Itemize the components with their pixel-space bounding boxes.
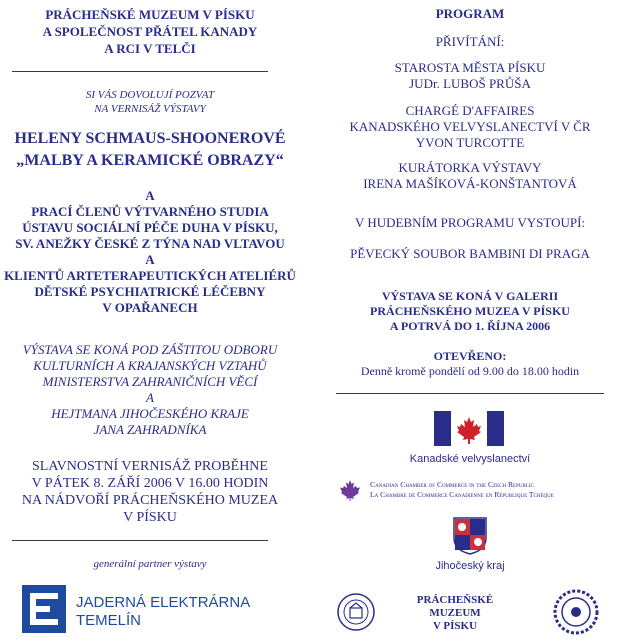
charge-line: CHARGÉ D'AFFAIRES bbox=[405, 103, 535, 118]
curator-line: KURÁTORKA VÝSTAVY bbox=[398, 160, 542, 175]
patronage-line: KULTURNÍCH A KRAJANSKÝCH VZTAHŮ bbox=[33, 358, 267, 373]
gallery-line: VÝSTAVA SE KONÁ V GALERII bbox=[381, 289, 559, 303]
gallery-line: PRÁCHEŇSKÉHO MUZEA V PÍSKU bbox=[370, 304, 570, 318]
invite-line: NA VERNISÁŽ VÝSTAVY bbox=[94, 103, 206, 115]
organizer-line: PRÁCHEŇSKÉ MUZEUM V PÍSKU bbox=[45, 7, 255, 22]
partner-name-line: TEMELÍN bbox=[76, 612, 142, 629]
studio-line: PRACÍ ČLENŮ VÝTVARNÉHO STUDIA bbox=[31, 204, 269, 219]
divider bbox=[12, 71, 268, 72]
museum-logo-line: MUZEUM bbox=[429, 607, 481, 619]
opening-line: SLAVNOSTNÍ VERNISÁŽ PROBĚHNE bbox=[32, 459, 268, 474]
clients-line: V OPAŘANECH bbox=[102, 300, 198, 315]
patronage-line: HEJTMANA JIHOČESKÉHO KRAJE bbox=[51, 406, 249, 421]
curator-block bbox=[320, 160, 620, 192]
chamber-line: La Chambre de Commerce Canadienne en République Tchèque bbox=[370, 490, 554, 499]
divider bbox=[12, 540, 268, 541]
exhibition-title: „MALBY A KERAMICKÉ OBRAZY“ bbox=[16, 152, 284, 169]
invite-text bbox=[0, 88, 300, 116]
gallery-block bbox=[320, 289, 620, 334]
museum-logo-text bbox=[400, 594, 510, 633]
partner-name-line: JADERNÁ ELEKTRÁRNA bbox=[76, 594, 251, 611]
curator-line: IRENA MAŠÍKOVÁ-KONŠTANTOVÁ bbox=[363, 176, 577, 191]
embassy-label: Kanadské velvyslanectví bbox=[409, 453, 531, 465]
charge-line: YVON TURCOTTE bbox=[415, 135, 525, 150]
gallery-line: A POTRVÁ DO 1. ŘÍJNA 2006 bbox=[389, 319, 551, 333]
patronage-block bbox=[0, 342, 300, 438]
charge-line: KANADSKÉHO VELVYSLANECTVÍ V ČR bbox=[349, 119, 591, 134]
opening-block bbox=[0, 458, 300, 526]
choir-name: PĚVECKÝ SOUBOR BAMBINI DI PRAGA bbox=[350, 246, 590, 261]
open-label: OTEVŘENO: bbox=[433, 349, 507, 363]
mayor-line: JUDr. LUBOŠ PRŮŠA bbox=[409, 76, 531, 91]
partner-name bbox=[76, 594, 250, 630]
european-circle-logo-icon bbox=[552, 588, 600, 636]
organizer-line: A SPOLEČNOST PŘÁTEL KANADY bbox=[42, 24, 258, 39]
partner-label: generální partner výstavy bbox=[93, 558, 207, 570]
and-text: A bbox=[145, 188, 155, 203]
artist-name: HELENY SCHMAUS-SHOONEROVÉ bbox=[14, 130, 286, 147]
music-intro: V HUDEBNÍM PROGRAMU VYSTOUPÍ: bbox=[354, 215, 586, 230]
opening-line: NA NÁDVOŘÍ PRÁCHEŇSKÉHO MUZEA bbox=[21, 493, 279, 508]
mayor-line: STAROSTA MĚSTA PÍSKU bbox=[394, 60, 546, 75]
patronage-line: MINISTERSTVA ZAHRANIČNÍCH VĚCÍ bbox=[42, 374, 258, 389]
divider bbox=[336, 393, 604, 394]
chamber-line: Canadian Chamber of Commerce in the Czech Republic bbox=[370, 480, 534, 489]
patronage-line: VÝSTAVA SE KONÁ POD ZÁŠTITOU ODBORU bbox=[22, 342, 278, 357]
cez-logo-icon bbox=[22, 585, 66, 633]
canada-flag-icon bbox=[434, 411, 504, 446]
studio-line: ÚSTAVU SOCIÁLNÍ PÉČE DUHA V PÍSKU, bbox=[22, 220, 278, 235]
chamber-text bbox=[370, 480, 620, 500]
patronage-line: A bbox=[146, 390, 154, 405]
program-title: PROGRAM bbox=[435, 6, 505, 21]
museum-seal-icon bbox=[336, 592, 376, 632]
opening-hours: Denně kromě pondělí od 9.00 do 18.00 hodin bbox=[360, 364, 580, 378]
clients-line: DĚTSKÉ PSYCHIATRICKÉ LÉČEBNY bbox=[34, 284, 266, 299]
opening-line: V PÍSKU bbox=[123, 510, 177, 525]
organizer-line: A RCI V TELČI bbox=[104, 41, 196, 56]
invite-line: SI VÁS DOVOLUJÍ POZVAT bbox=[85, 89, 215, 101]
museum-logo-line: V PÍSKU bbox=[432, 620, 478, 632]
region-crest-icon bbox=[450, 516, 490, 556]
maple-leaf-icon bbox=[338, 478, 362, 502]
clients-line: KLIENTŮ ARTETERAPEUTICKÝCH ATELIÉRŮ bbox=[4, 268, 296, 283]
and-text: A bbox=[145, 252, 155, 267]
welcome-heading: PŘIVÍTÁNÍ: bbox=[435, 34, 505, 49]
studio-block bbox=[0, 188, 300, 316]
organizers bbox=[0, 6, 300, 57]
mayor-block bbox=[320, 60, 620, 92]
studio-line: SV. ANEŽKY ČESKÉ Z TÝNA NAD VLTAVOU bbox=[15, 236, 285, 251]
region-label: Jihočeský kraj bbox=[435, 560, 505, 572]
opening-line: V PÁTEK 8. ZÁŘÍ 2006 V 16.00 HODIN bbox=[31, 476, 269, 491]
museum-logo-line: PRÁCHEŇSKÉ bbox=[416, 594, 494, 606]
charge-block bbox=[320, 103, 620, 151]
artist-title bbox=[0, 128, 300, 172]
patronage-line: JANA ZAHRADNÍKA bbox=[93, 422, 207, 437]
